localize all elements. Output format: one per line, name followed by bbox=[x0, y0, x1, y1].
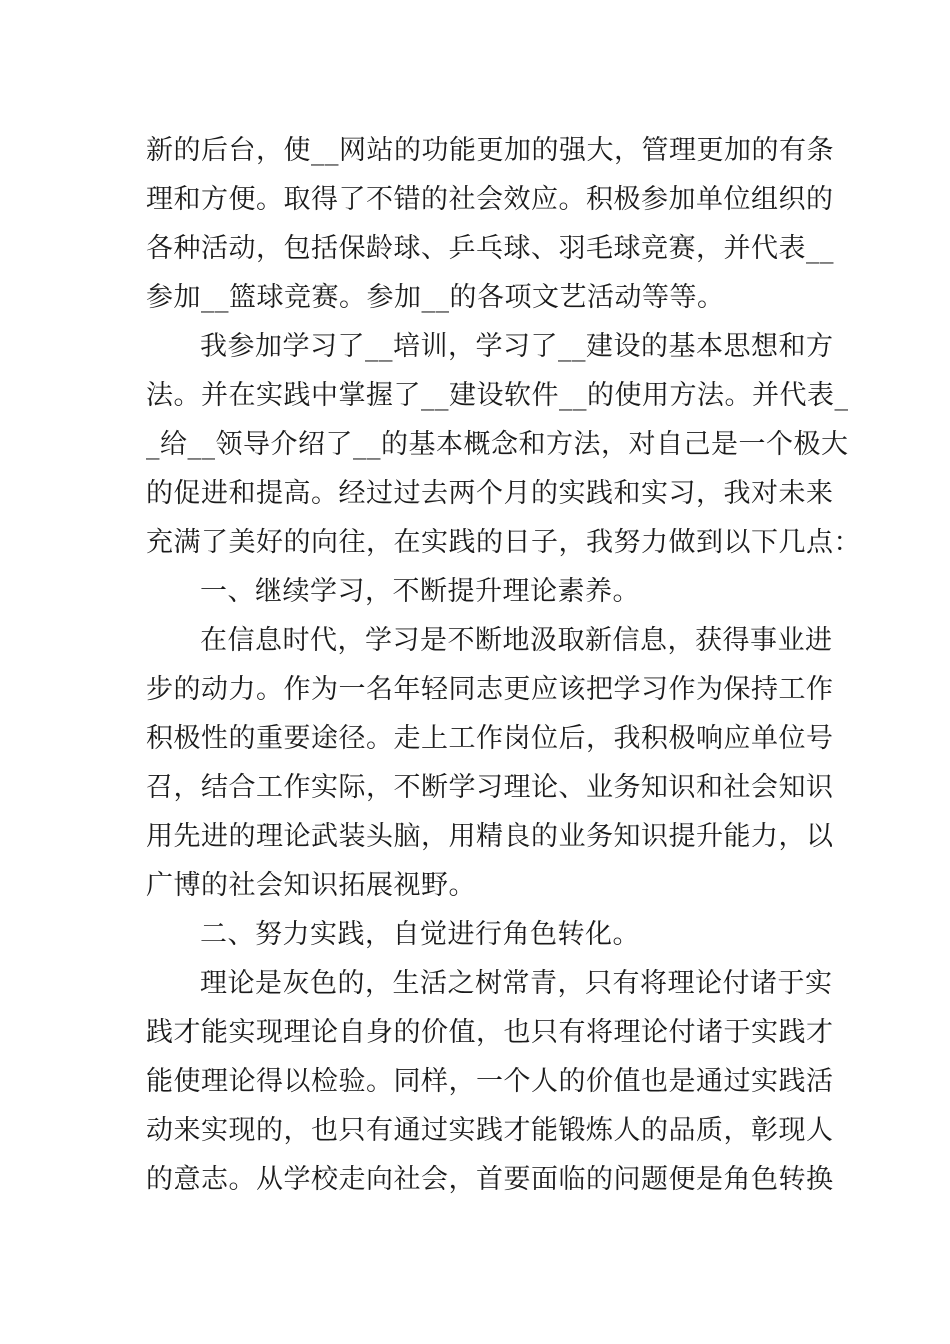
text-line: 能使理论得以检验。同样，一个人的价值也是通过实践活 bbox=[146, 1066, 834, 1097]
document-body bbox=[146, 126, 861, 1204]
text-line: 法。并在实践中掌握了__建设软件__的使用方法。并代表_ bbox=[146, 380, 849, 411]
text-line: 各种活动，包括保龄球、乒乓球、羽毛球竞赛，并代表__ bbox=[146, 233, 834, 264]
text-line: 在信息时代，学习是不断地汲取新信息，获得事业进 bbox=[200, 625, 833, 656]
text-line: 新的后台，使__网站的功能更加的强大，管理更加的有条 bbox=[146, 135, 834, 166]
section-heading: 二、努力实践，自觉进行角色转化。 bbox=[200, 919, 640, 950]
text-line: 充满了美好的向往，在实践的日子，我努力做到以下几点： bbox=[146, 527, 861, 558]
text-line: 积极性的重要途径。走上工作岗位后，我积极响应单位号 bbox=[146, 723, 834, 754]
text-line: 践才能实现理论自身的价值，也只有将理论付诸于实践才 bbox=[146, 1017, 834, 1048]
text-line: 动来实现的，也只有通过实践才能锻炼人的品质，彰现人 bbox=[146, 1115, 834, 1146]
text-line: 理论是灰色的，生活之树常青，只有将理论付诸于实 bbox=[200, 968, 833, 999]
text-line: 的促进和提高。经过过去两个月的实践和实习，我对未来 bbox=[146, 478, 834, 509]
text-line: 参加__篮球竞赛。参加__的各项文艺活动等等。 bbox=[146, 282, 725, 313]
text-line: 广博的社会知识拓展视野。 bbox=[146, 870, 476, 901]
text-line: 步的动力。作为一名年轻同志更应该把学习作为保持工作 bbox=[146, 674, 834, 705]
text-line: 理和方便。取得了不错的社会效应。积极参加单位组织的 bbox=[146, 184, 834, 215]
text-line: _给__领导介绍了__的基本概念和方法，对自己是一个极大 bbox=[146, 429, 849, 460]
text-line: 用先进的理论武装头脑，用精良的业务知识提升能力，以 bbox=[146, 821, 834, 852]
text-line: 我参加学习了__培训，学习了__建设的基本思想和方 bbox=[200, 331, 834, 362]
text-line: 召，结合工作实际，不断学习理论、业务知识和社会知识 bbox=[146, 772, 834, 803]
section-heading: 一、继续学习，不断提升理论素养。 bbox=[200, 576, 640, 607]
text-line: 的意志。从学校走向社会，首要面临的问题便是角色转换 bbox=[146, 1164, 834, 1195]
